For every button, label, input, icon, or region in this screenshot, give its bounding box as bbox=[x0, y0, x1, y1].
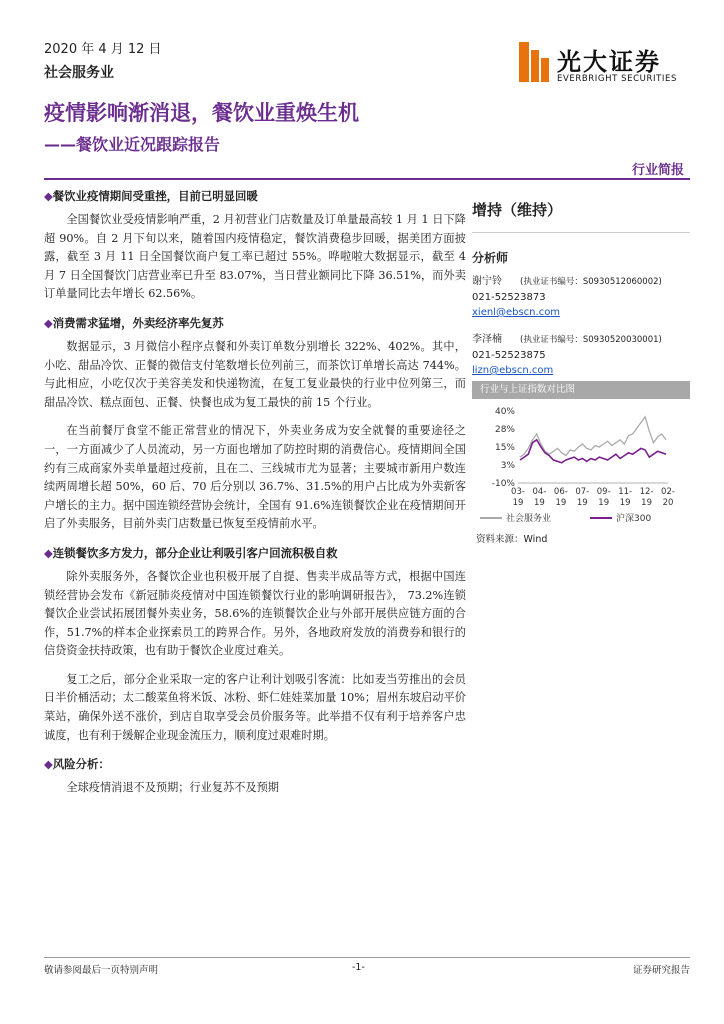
x-tick-label: 19 bbox=[512, 498, 524, 508]
diamond-bullet-icon: ◆ bbox=[44, 545, 53, 560]
series-line-2 bbox=[520, 440, 666, 463]
sidebar bbox=[472, 187, 690, 390]
diamond-bullet-icon: ◆ bbox=[44, 315, 53, 330]
y-tick-label: 3% bbox=[500, 461, 515, 471]
chart-source: 资料来源：Wind bbox=[476, 534, 548, 545]
section-2 bbox=[44, 314, 466, 534]
legend-label: 社会服务业 bbox=[506, 514, 552, 524]
x-tick-label: 02- bbox=[661, 487, 675, 497]
main-content bbox=[44, 187, 466, 808]
footer-disclaimer: 敬请参阅最后一页特别声明 bbox=[44, 965, 159, 976]
sidebar-divider bbox=[472, 232, 690, 233]
analyst-email-link[interactable]: lizn@ebscn.com bbox=[472, 365, 554, 376]
section-3 bbox=[44, 544, 466, 745]
comparison-chart bbox=[472, 403, 690, 527]
analyst-phone: 021-52523873 bbox=[472, 292, 546, 303]
analyst-cert: (执业证书编号：S0930520030001) bbox=[520, 335, 662, 345]
header-divider bbox=[44, 178, 690, 180]
section-heading: ◆消费需求猛增，外卖经济率先复苏 bbox=[44, 315, 224, 330]
footer-divider bbox=[44, 957, 690, 958]
section-heading: ◆风险分析： bbox=[44, 757, 110, 772]
x-tick-label: 19 bbox=[534, 498, 545, 508]
logo-mark-icon bbox=[517, 40, 553, 84]
analyst-heading: 分析师 bbox=[472, 251, 509, 265]
x-tick-label: 19 bbox=[619, 498, 631, 508]
paragraph: 全国餐饮业受疫情影响严重，2 月初营业门店数量及订单量最高较 1 月 1 日下降超 90%。自 2 月下旬以来，随着国内疫情稳定，餐饮消费稳步回暖，据美团方面披露，截至 3 月 11 日全国餐饮商户复工率已超过 55%。哗啦啦大数据显示，截至 4 月 7 日全国餐饮门店营业率已升至 83.07%，当日营业额同比下降 36.51%，而外卖订单量同比去年增长 62.56%。 bbox=[44, 213, 466, 301]
x-tick-label: 04- bbox=[532, 487, 547, 497]
page-subtitle: ——餐饮业近况跟踪报告 bbox=[44, 135, 221, 154]
page-title: 疫情影响渐消退，餐饮业重焕生机 bbox=[44, 101, 359, 125]
logo-chinese: 光大证券 bbox=[557, 48, 661, 76]
report-type-label: 行业简报 bbox=[631, 163, 684, 178]
footer-report-label: 证券研究报告 bbox=[632, 965, 690, 976]
x-tick-label: 03- bbox=[511, 487, 525, 497]
x-tick-label: 12- bbox=[639, 487, 654, 497]
page-number: -1- bbox=[352, 962, 365, 973]
diamond-bullet-icon: ◆ bbox=[44, 189, 53, 203]
x-tick-label: 09- bbox=[596, 487, 611, 497]
section-4 bbox=[44, 755, 466, 798]
y-tick-label: 40% bbox=[494, 407, 515, 417]
y-tick-label: -10% bbox=[491, 479, 515, 489]
paragraph: 复工之后，部分企业采取一定的客户让利计划吸引客流：比如麦当劳推出的会员日半价桶活动；太二酸菜鱼将米饭、冰粉、虾仁娃娃菜加量 10%；眉州东坡启动平价菜站，确保外送不涨价，到店自取享受会员价服务等。此举措不仅有利于培养客户忠诚度，也有利于缓解企业现金流压力，顺利度过艰难时期。 bbox=[44, 672, 466, 742]
report-date: 2020 年 4 月 12 日 bbox=[44, 42, 162, 57]
x-tick-label: 20 bbox=[662, 498, 674, 508]
x-tick-label: 07- bbox=[575, 487, 590, 497]
paragraph: 除外卖服务外，各餐饮企业也积极开展了自提、售卖半成品等方式，根据中国连锁经营协会发布《新冠肺炎疫情对中国连锁餐饮行业的影响调研报告》， 73.2%连锁餐饮企业尝试拓展团餐外卖业务，58.6%的连锁餐饮企业与外部开展供应链方面的合作，51.7%的样本企业探索员工的跨界合作。另外，各地政府发放的消费券和银行的信贷资金扶持政策，也有助于餐饮企业度过难关。 bbox=[44, 569, 466, 658]
section-heading: ◆连锁餐饮多方发力，部分企业让利吸引客户回流积极自救 bbox=[44, 545, 338, 560]
analyst-cert: (执业证书编号：S0930512060002) bbox=[520, 277, 662, 287]
series-line-1 bbox=[520, 417, 666, 457]
y-tick-label: 15% bbox=[494, 443, 515, 453]
logo-english: EVERBRIGHT SECURITIES bbox=[557, 74, 677, 84]
analyst-card bbox=[472, 274, 690, 320]
x-tick-label: 11- bbox=[618, 487, 633, 497]
legend-label: 沪深300 bbox=[616, 514, 652, 524]
x-tick-label: 06- bbox=[553, 487, 568, 497]
x-tick-label: 19 bbox=[576, 498, 588, 508]
analyst-card bbox=[472, 332, 690, 378]
analyst-email-link[interactable]: xienl@ebscn.com bbox=[472, 307, 561, 318]
x-tick-label: 19 bbox=[555, 498, 567, 508]
analyst-name: 李泽楠 bbox=[472, 334, 502, 345]
chart-title: 行业与上证指数对比图 bbox=[472, 381, 690, 399]
sector-label: 社会服务业 bbox=[44, 65, 114, 81]
brand-logo bbox=[517, 40, 687, 90]
paragraph: 全球疫情消退不及预期；行业复苏不及预期 bbox=[66, 781, 279, 795]
x-tick-label: 19 bbox=[641, 498, 652, 508]
diamond-bullet-icon: ◆ bbox=[44, 757, 53, 772]
section-1 bbox=[44, 187, 466, 304]
x-tick-label: 19 bbox=[598, 498, 610, 508]
paragraph: 数据显示，3 月微信小程序点餐和外卖订单数分别增长 322%、402%。其中，小吃、甜品冷饮、正餐的微信支付笔数增长位列前三，而茶饮订单增长高达 744%。与此相应，小吃仅次于美容美发和快递物流，在复工复业最快的行业中位列第三，而甜品冷饮、糕点面包、正餐、快餐也成为复工最快的前 15 个行业。 bbox=[44, 339, 466, 409]
y-tick-label: 28% bbox=[494, 425, 515, 435]
analyst-phone: 021-52523875 bbox=[472, 350, 546, 361]
rating: 增持（维持） bbox=[472, 201, 563, 219]
section-heading: ◆餐饮业疫情期间受重挫，目前已明显回暖 bbox=[44, 189, 258, 203]
analyst-name: 谢宁铃 bbox=[472, 276, 502, 287]
paragraph: 在当前餐厅食堂不能正常营业的情况下，外卖业务成为安全就餐的重要途径之一，一方面减少了人员流动，另一方面也增加了防控时期的消费信心。疫情期间全国约有三成商家外卖单量超过疫前，且在二、三线城市尤为显著；主要城市新用户数连续两周增长超 50%，60 后、70 后分别以 36.7%、31.5%的用户占比成为外卖新客户增长的主力。据中国连锁经营协会统计，全国有 91.6%连锁餐饮企业在疫情期间开启了外卖服务，目前外卖门店数量已恢复至疫情前水平。 bbox=[44, 424, 466, 531]
